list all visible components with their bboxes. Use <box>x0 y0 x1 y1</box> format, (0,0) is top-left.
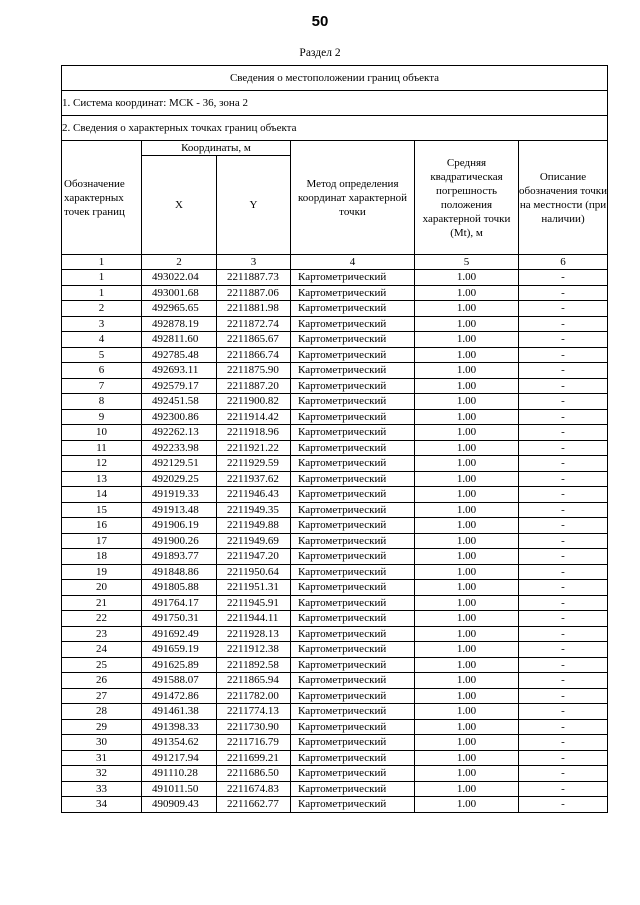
description-cell: - <box>519 394 608 410</box>
x-coordinate-cell: 493001.68 <box>142 285 217 301</box>
x-coordinate-cell: 492451.58 <box>142 394 217 410</box>
error-cell: 1.00 <box>415 332 519 348</box>
point-number-cell: 34 <box>62 797 142 813</box>
description-cell: - <box>519 719 608 735</box>
description-cell: - <box>519 270 608 286</box>
table-row <box>62 518 608 534</box>
error-cell: 1.00 <box>415 564 519 580</box>
page-number: 50 <box>311 13 329 30</box>
table-title: Сведения о местоположении границ объекта <box>62 66 608 91</box>
error-cell: 1.00 <box>415 781 519 797</box>
method-cell: Картометрический <box>291 533 415 549</box>
point-number-cell: 14 <box>62 487 142 503</box>
table-row <box>62 301 608 317</box>
x-coordinate-cell: 491893.77 <box>142 549 217 565</box>
x-coordinate-cell: 491805.88 <box>142 580 217 596</box>
method-cell: Картометрический <box>291 564 415 580</box>
method-cell: Картометрический <box>291 626 415 642</box>
table-row <box>62 285 608 301</box>
description-cell: - <box>519 642 608 658</box>
method-cell: Картометрический <box>291 611 415 627</box>
description-cell: - <box>519 487 608 503</box>
point-number-cell: 8 <box>62 394 142 410</box>
x-coordinate-cell: 492693.11 <box>142 363 217 379</box>
column-number: 2 <box>142 255 217 270</box>
y-coordinate-cell: 2211949.69 <box>217 533 291 549</box>
y-coordinate-cell: 2211892.58 <box>217 657 291 673</box>
method-cell: Картометрический <box>291 766 415 782</box>
table-row <box>62 642 608 658</box>
error-cell: 1.00 <box>415 533 519 549</box>
table-row <box>62 440 608 456</box>
x-coordinate-cell: 491692.49 <box>142 626 217 642</box>
point-number-cell: 18 <box>62 549 142 565</box>
method-cell: Картометрический <box>291 471 415 487</box>
error-cell: 1.00 <box>415 471 519 487</box>
method-cell: Картометрический <box>291 332 415 348</box>
header-method: Метод определения координат характерной точки <box>291 141 415 255</box>
method-cell: Картометрический <box>291 285 415 301</box>
point-number-cell: 23 <box>62 626 142 642</box>
table-row <box>62 270 608 286</box>
point-number-cell: 7 <box>62 378 142 394</box>
point-number-cell: 1 <box>62 270 142 286</box>
y-coordinate-cell: 2211887.20 <box>217 378 291 394</box>
header-point: Обозначение характерных точек границ <box>62 141 142 255</box>
description-cell: - <box>519 704 608 720</box>
method-cell: Картометрический <box>291 735 415 751</box>
x-coordinate-cell: 491625.89 <box>142 657 217 673</box>
description-cell: - <box>519 533 608 549</box>
y-coordinate-cell: 2211774.13 <box>217 704 291 720</box>
method-cell: Картометрический <box>291 704 415 720</box>
error-cell: 1.00 <box>415 347 519 363</box>
point-number-cell: 2 <box>62 301 142 317</box>
header-y: Y <box>217 156 291 255</box>
error-cell: 1.00 <box>415 719 519 735</box>
point-number-cell: 31 <box>62 750 142 766</box>
description-cell: - <box>519 564 608 580</box>
table-row <box>62 425 608 441</box>
table-row <box>62 456 608 472</box>
point-number-cell: 20 <box>62 580 142 596</box>
header-coords: Координаты, м <box>142 141 291 156</box>
y-coordinate-cell: 2211949.88 <box>217 518 291 534</box>
points-title: 2. Сведения о характерных точках границ объекта <box>62 116 608 141</box>
error-cell: 1.00 <box>415 642 519 658</box>
point-number-cell: 24 <box>62 642 142 658</box>
error-cell: 1.00 <box>415 301 519 317</box>
table-row <box>62 595 608 611</box>
y-coordinate-cell: 2211881.98 <box>217 301 291 317</box>
method-cell: Картометрический <box>291 378 415 394</box>
error-cell: 1.00 <box>415 502 519 518</box>
y-coordinate-cell: 2211662.77 <box>217 797 291 813</box>
error-cell: 1.00 <box>415 797 519 813</box>
y-coordinate-cell: 2211716.79 <box>217 735 291 751</box>
description-cell: - <box>519 378 608 394</box>
x-coordinate-cell: 491659.19 <box>142 642 217 658</box>
y-coordinate-cell: 2211918.96 <box>217 425 291 441</box>
error-cell: 1.00 <box>415 657 519 673</box>
table-row <box>62 797 608 813</box>
method-cell: Картометрический <box>291 440 415 456</box>
point-number-cell: 32 <box>62 766 142 782</box>
description-cell: - <box>519 657 608 673</box>
x-coordinate-cell: 490909.43 <box>142 797 217 813</box>
description-cell: - <box>519 626 608 642</box>
point-number-cell: 22 <box>62 611 142 627</box>
point-number-cell: 26 <box>62 673 142 689</box>
y-coordinate-cell: 2211674.83 <box>217 781 291 797</box>
x-coordinate-cell: 492785.48 <box>142 347 217 363</box>
error-cell: 1.00 <box>415 285 519 301</box>
y-coordinate-cell: 2211866.74 <box>217 347 291 363</box>
method-cell: Картометрический <box>291 394 415 410</box>
points-title-row <box>62 116 608 141</box>
coordinate-system-row <box>62 91 608 116</box>
description-cell: - <box>519 332 608 348</box>
y-coordinate-cell: 2211946.43 <box>217 487 291 503</box>
table-row <box>62 626 608 642</box>
description-cell: - <box>519 301 608 317</box>
point-number-cell: 3 <box>62 316 142 332</box>
error-cell: 1.00 <box>415 425 519 441</box>
table-row <box>62 688 608 704</box>
description-cell: - <box>519 580 608 596</box>
method-cell: Картометрический <box>291 347 415 363</box>
y-coordinate-cell: 2211875.90 <box>217 363 291 379</box>
error-cell: 1.00 <box>415 735 519 751</box>
boundary-points-table <box>61 65 608 813</box>
table-row <box>62 316 608 332</box>
method-cell: Картометрический <box>291 688 415 704</box>
coordinate-system: 1. Система координат: МСК - 36, зона 2 <box>62 91 608 116</box>
point-number-cell: 17 <box>62 533 142 549</box>
description-cell: - <box>519 735 608 751</box>
error-cell: 1.00 <box>415 456 519 472</box>
error-cell: 1.00 <box>415 750 519 766</box>
y-coordinate-cell: 2211947.20 <box>217 549 291 565</box>
description-cell: - <box>519 471 608 487</box>
description-cell: - <box>519 363 608 379</box>
description-cell: - <box>519 285 608 301</box>
x-coordinate-cell: 492233.98 <box>142 440 217 456</box>
y-coordinate-cell: 2211865.67 <box>217 332 291 348</box>
table-row <box>62 719 608 735</box>
error-cell: 1.00 <box>415 673 519 689</box>
x-coordinate-cell: 491011.50 <box>142 781 217 797</box>
table-row <box>62 673 608 689</box>
point-number-cell: 4 <box>62 332 142 348</box>
error-cell: 1.00 <box>415 378 519 394</box>
x-coordinate-cell: 492965.65 <box>142 301 217 317</box>
y-coordinate-cell: 2211937.62 <box>217 471 291 487</box>
table-row <box>62 378 608 394</box>
point-number-cell: 30 <box>62 735 142 751</box>
method-cell: Картометрический <box>291 673 415 689</box>
table-row <box>62 347 608 363</box>
error-cell: 1.00 <box>415 270 519 286</box>
y-coordinate-cell: 2211872.74 <box>217 316 291 332</box>
y-coordinate-cell: 2211929.59 <box>217 456 291 472</box>
description-cell: - <box>519 440 608 456</box>
table-row <box>62 750 608 766</box>
method-cell: Картометрический <box>291 363 415 379</box>
point-number-cell: 12 <box>62 456 142 472</box>
y-coordinate-cell: 2211912.38 <box>217 642 291 658</box>
description-cell: - <box>519 425 608 441</box>
y-coordinate-cell: 2211699.21 <box>217 750 291 766</box>
x-coordinate-cell: 492300.86 <box>142 409 217 425</box>
description-cell: - <box>519 549 608 565</box>
x-coordinate-cell: 492811.60 <box>142 332 217 348</box>
method-cell: Картометрический <box>291 409 415 425</box>
table-row <box>62 471 608 487</box>
x-coordinate-cell: 492579.17 <box>142 378 217 394</box>
x-coordinate-cell: 492029.25 <box>142 471 217 487</box>
point-number-cell: 5 <box>62 347 142 363</box>
table-row <box>62 394 608 410</box>
error-cell: 1.00 <box>415 626 519 642</box>
x-coordinate-cell: 491588.07 <box>142 673 217 689</box>
error-cell: 1.00 <box>415 704 519 720</box>
x-coordinate-cell: 491472.86 <box>142 688 217 704</box>
error-cell: 1.00 <box>415 363 519 379</box>
description-cell: - <box>519 797 608 813</box>
error-cell: 1.00 <box>415 409 519 425</box>
method-cell: Картометрический <box>291 301 415 317</box>
point-number-cell: 16 <box>62 518 142 534</box>
x-coordinate-cell: 491913.48 <box>142 502 217 518</box>
point-number-cell: 10 <box>62 425 142 441</box>
description-cell: - <box>519 409 608 425</box>
error-cell: 1.00 <box>415 688 519 704</box>
y-coordinate-cell: 2211950.64 <box>217 564 291 580</box>
y-coordinate-cell: 2211914.42 <box>217 409 291 425</box>
x-coordinate-cell: 491764.17 <box>142 595 217 611</box>
error-cell: 1.00 <box>415 518 519 534</box>
header-error: Средняя квадратическая погрешность положения характерной точки (Mt), м <box>415 141 519 255</box>
point-number-cell: 27 <box>62 688 142 704</box>
table-row <box>62 363 608 379</box>
x-coordinate-cell: 491354.62 <box>142 735 217 751</box>
description-cell: - <box>519 673 608 689</box>
description-cell: - <box>519 766 608 782</box>
point-number-cell: 9 <box>62 409 142 425</box>
y-coordinate-cell: 2211951.31 <box>217 580 291 596</box>
column-number: 1 <box>62 255 142 270</box>
x-coordinate-cell: 491217.94 <box>142 750 217 766</box>
method-cell: Картометрический <box>291 456 415 472</box>
x-coordinate-cell: 491848.86 <box>142 564 217 580</box>
column-number: 6 <box>519 255 608 270</box>
x-coordinate-cell: 491900.26 <box>142 533 217 549</box>
point-number-cell: 11 <box>62 440 142 456</box>
x-coordinate-cell: 492129.51 <box>142 456 217 472</box>
x-coordinate-cell: 492262.13 <box>142 425 217 441</box>
table-row <box>62 487 608 503</box>
method-cell: Картометрический <box>291 549 415 565</box>
y-coordinate-cell: 2211945.91 <box>217 595 291 611</box>
table-row <box>62 564 608 580</box>
method-cell: Картометрический <box>291 270 415 286</box>
description-cell: - <box>519 750 608 766</box>
table-row <box>62 549 608 565</box>
point-number-cell: 21 <box>62 595 142 611</box>
description-cell: - <box>519 688 608 704</box>
x-coordinate-cell: 491398.33 <box>142 719 217 735</box>
description-cell: - <box>519 316 608 332</box>
table-title-row <box>62 66 608 91</box>
method-cell: Картометрический <box>291 595 415 611</box>
y-coordinate-cell: 2211730.90 <box>217 719 291 735</box>
method-cell: Картометрический <box>291 425 415 441</box>
method-cell: Картометрический <box>291 642 415 658</box>
table-row <box>62 781 608 797</box>
y-coordinate-cell: 2211944.11 <box>217 611 291 627</box>
method-cell: Картометрический <box>291 518 415 534</box>
column-number: 4 <box>291 255 415 270</box>
table-row <box>62 657 608 673</box>
table-row <box>62 332 608 348</box>
description-cell: - <box>519 502 608 518</box>
table-row <box>62 409 608 425</box>
error-cell: 1.00 <box>415 394 519 410</box>
header-x: X <box>142 156 217 255</box>
method-cell: Картометрический <box>291 797 415 813</box>
y-coordinate-cell: 2211782.00 <box>217 688 291 704</box>
table-row <box>62 533 608 549</box>
x-coordinate-cell: 491919.33 <box>142 487 217 503</box>
y-coordinate-cell: 2211686.50 <box>217 766 291 782</box>
y-coordinate-cell: 2211921.22 <box>217 440 291 456</box>
point-number-cell: 1 <box>62 285 142 301</box>
error-cell: 1.00 <box>415 487 519 503</box>
y-coordinate-cell: 2211949.35 <box>217 502 291 518</box>
method-cell: Картометрический <box>291 580 415 596</box>
method-cell: Картометрический <box>291 487 415 503</box>
header-row-1 <box>62 141 608 156</box>
x-coordinate-cell: 491110.28 <box>142 766 217 782</box>
error-cell: 1.00 <box>415 611 519 627</box>
description-cell: - <box>519 611 608 627</box>
column-number: 3 <box>217 255 291 270</box>
y-coordinate-cell: 2211928.13 <box>217 626 291 642</box>
method-cell: Картометрический <box>291 657 415 673</box>
point-number-cell: 29 <box>62 719 142 735</box>
x-coordinate-cell: 493022.04 <box>142 270 217 286</box>
table-row <box>62 766 608 782</box>
method-cell: Картометрический <box>291 719 415 735</box>
table-row <box>62 502 608 518</box>
point-number-cell: 25 <box>62 657 142 673</box>
y-coordinate-cell: 2211900.82 <box>217 394 291 410</box>
error-cell: 1.00 <box>415 549 519 565</box>
y-coordinate-cell: 2211887.06 <box>217 285 291 301</box>
error-cell: 1.00 <box>415 766 519 782</box>
description-cell: - <box>519 347 608 363</box>
point-number-cell: 33 <box>62 781 142 797</box>
point-number-cell: 6 <box>62 363 142 379</box>
y-coordinate-cell: 2211887.73 <box>217 270 291 286</box>
point-number-cell: 15 <box>62 502 142 518</box>
x-coordinate-cell: 491906.19 <box>142 518 217 534</box>
method-cell: Картометрический <box>291 781 415 797</box>
table-row <box>62 735 608 751</box>
column-numbers-row <box>62 255 608 270</box>
header-description: Описание обозначения точки на местности (при наличии) <box>519 141 608 255</box>
y-coordinate-cell: 2211865.94 <box>217 673 291 689</box>
description-cell: - <box>519 518 608 534</box>
error-cell: 1.00 <box>415 440 519 456</box>
method-cell: Картометрический <box>291 502 415 518</box>
method-cell: Картометрический <box>291 750 415 766</box>
point-number-cell: 13 <box>62 471 142 487</box>
error-cell: 1.00 <box>415 580 519 596</box>
error-cell: 1.00 <box>415 316 519 332</box>
data-rows <box>62 270 608 813</box>
description-cell: - <box>519 781 608 797</box>
description-cell: - <box>519 456 608 472</box>
error-cell: 1.00 <box>415 595 519 611</box>
description-cell: - <box>519 595 608 611</box>
x-coordinate-cell: 491750.31 <box>142 611 217 627</box>
column-number: 5 <box>415 255 519 270</box>
point-number-cell: 28 <box>62 704 142 720</box>
section-label: Раздел 2 <box>299 47 341 59</box>
x-coordinate-cell: 492878.19 <box>142 316 217 332</box>
point-number-cell: 19 <box>62 564 142 580</box>
table-row <box>62 704 608 720</box>
table-row <box>62 611 608 627</box>
table-row <box>62 580 608 596</box>
x-coordinate-cell: 491461.38 <box>142 704 217 720</box>
method-cell: Картометрический <box>291 316 415 332</box>
